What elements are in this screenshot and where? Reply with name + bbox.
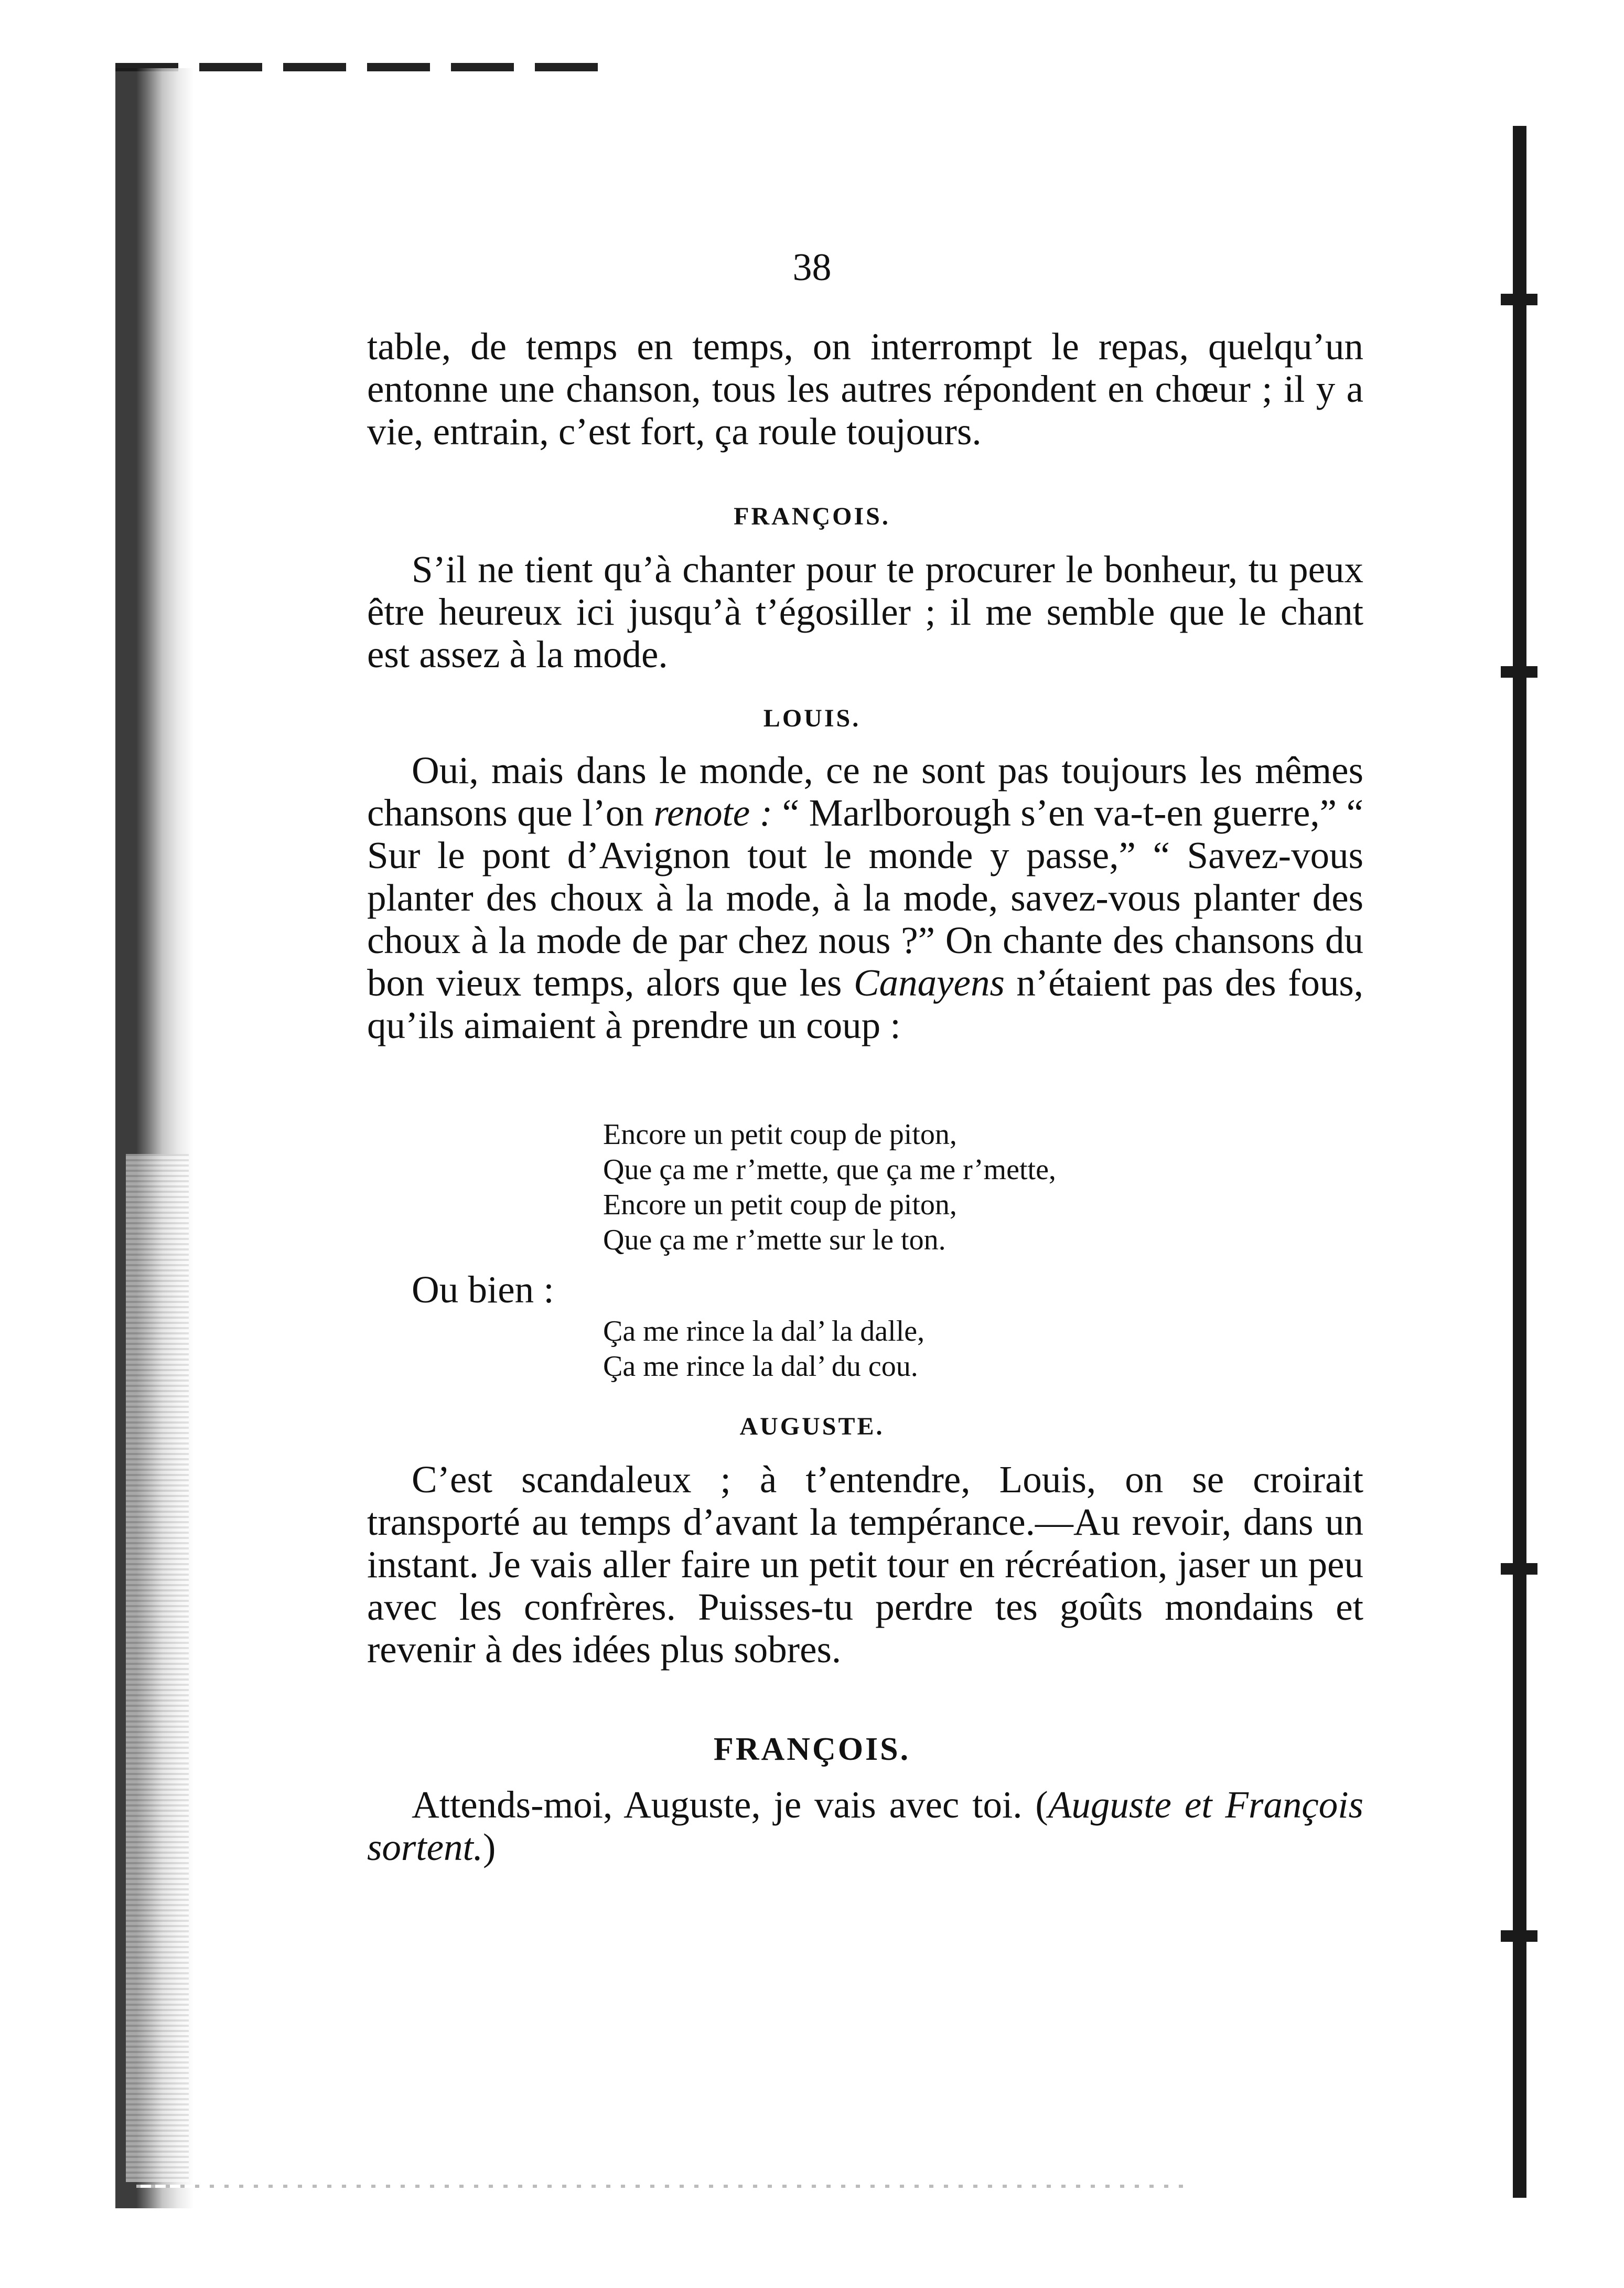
verse-line: Que ça me r’mette sur le ton. (603, 1224, 946, 1256)
scan-left-edge-lower (126, 1154, 189, 2182)
italic-canayens: Canayens (853, 961, 1005, 1004)
song-verse-2 (603, 1314, 1285, 1384)
paragraph-francois-exit: Attends-moi, Auguste, je vais avec toi. (Auguste et François sortent.) (367, 1783, 1363, 1868)
paragraph-continuation: table, de temps en temps, on interrompt le repas, quelqu’un entonne une chanson, tous les autres répondent en chœur ; il y a vie, entrain, c’est fort, ça roule toujours. (367, 325, 1363, 453)
paragraph-auguste: C’est scandaleux ; à t’entendre, Louis, on se croirait transporté au temps d’avant la tempérance.—Au revoir, dans un instant. Je vais aller faire un petit tour en récréation, jaser un peu avec les confrères. Puisses-tu perdre tes goûts mondains et revenir à des idées plus sobres. (367, 1458, 1363, 1671)
verse-line: Ça me rince la dal’ du cou. (603, 1350, 918, 1383)
scan-right-edge (1513, 126, 1526, 2198)
verse-line: Que ça me r’mette, que ça me r’mette, (603, 1153, 1056, 1186)
verse-line: Encore un petit coup de piton, (603, 1118, 957, 1151)
stage-direction: Auguste et François sortent. (367, 1783, 1363, 1868)
speaker-francois: FRANÇOIS. (713, 1731, 911, 1767)
page-number: 38 (792, 246, 832, 289)
scan-right-mark (1501, 294, 1537, 305)
verse-line: Encore un petit coup de piton, (603, 1189, 957, 1221)
scan-right-mark (1501, 666, 1537, 678)
ou-bien-label: Ou bien : (412, 1268, 554, 1311)
verse-line: Ça me rince la dal’ la dalle, (603, 1315, 925, 1348)
scan-right-mark (1501, 1563, 1537, 1575)
paragraph-louis: Oui, mais dans le monde, ce ne sont pas toujours les mêmes chansons que l’on renote : “ Marlborough s’en va-t-en guerre,” “ Sur le pont d’Avignon tout le monde y passe,” “ Savez-vous planter des choux à la mode, à la mode, savez-vous planter des choux à la mode de par chez nous ?” On chante des chansons du bon vieux temps, alors que les Canayens n’étaient pas des fous, qu’ils aimaient à prendre un coup : (367, 749, 1363, 1046)
scan-right-mark (1501, 1930, 1537, 1942)
speaker-louis: LOUIS. (763, 704, 861, 732)
song-verse-1 (603, 1117, 1285, 1258)
speaker-auguste: AUGUSTE. (739, 1413, 885, 1440)
paragraph-francois: S’il ne tient qu’à chanter pour te procurer le bonheur, tu peux être heureux ici jusqu’à t’égosiller ; il me semble que le chant est assez à la mode. (367, 548, 1363, 676)
speaker-francois: FRANÇOIS. (734, 502, 890, 530)
scan-bottom-edge (136, 2185, 1185, 2188)
italic-renote: renote : (653, 792, 773, 834)
